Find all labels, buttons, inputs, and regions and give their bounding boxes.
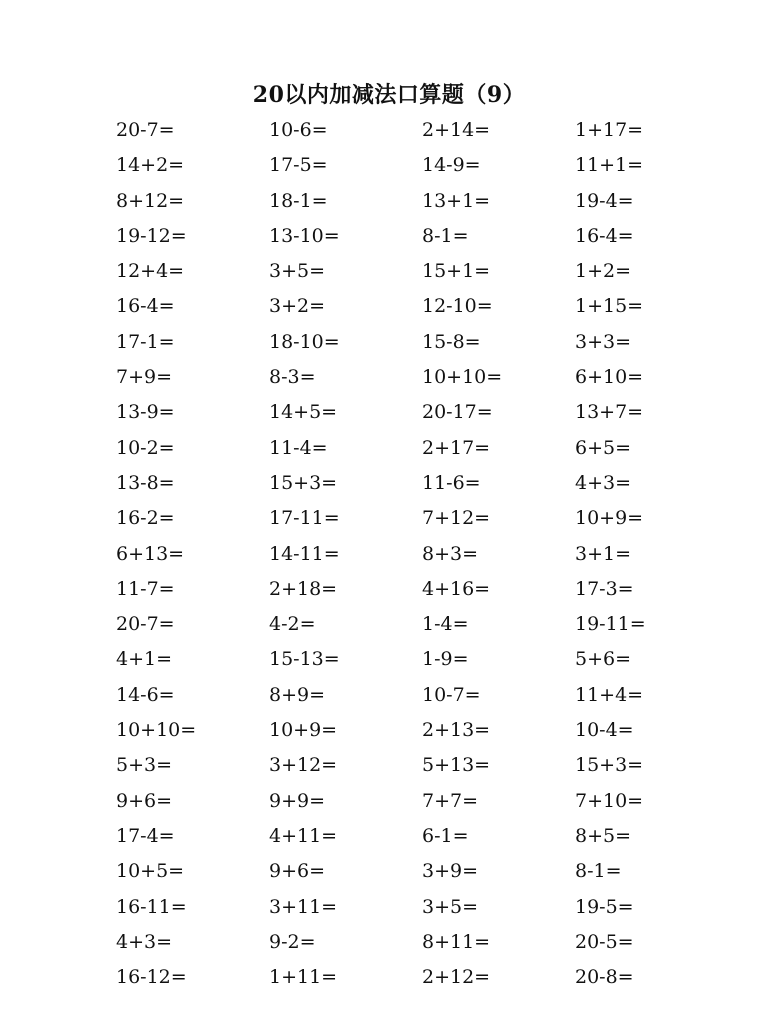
problem-item: 13+7= xyxy=(575,401,644,424)
problem-item: 4+11= xyxy=(269,824,338,847)
problem-item: 14+5= xyxy=(269,401,338,424)
problem-item: 6-1= xyxy=(422,824,469,847)
problem-item: 7+7= xyxy=(422,789,479,812)
problem-item: 1+17= xyxy=(575,119,644,141)
problem-item: 3+12= xyxy=(269,754,338,777)
problem-item: 19-5= xyxy=(575,895,634,918)
problem-item: 9-2= xyxy=(269,930,316,953)
problem-item: 7+9= xyxy=(116,366,173,389)
problem-item: 10-6= xyxy=(269,119,328,141)
problem-item: 6+13= xyxy=(116,542,185,565)
problem-item: 11-6= xyxy=(422,471,481,494)
problem-item: 17-4= xyxy=(116,824,175,847)
problem-item: 20-5= xyxy=(575,930,634,953)
problem-item: 10+10= xyxy=(116,719,197,742)
problem-item: 8+3= xyxy=(422,542,479,565)
problem-item: 12+4= xyxy=(116,260,185,283)
problem-item: 8+11= xyxy=(422,930,491,953)
problem-item: 8+5= xyxy=(575,824,632,847)
problem-item: 19-4= xyxy=(575,189,634,212)
problem-item: 9+9= xyxy=(269,789,326,812)
problem-item: 8-1= xyxy=(575,860,622,883)
problem-item: 4+16= xyxy=(422,577,491,600)
problem-item: 9+6= xyxy=(269,860,326,883)
problem-item: 15-8= xyxy=(422,330,481,353)
problem-item: 10-2= xyxy=(116,436,175,459)
problem-item: 1+11= xyxy=(269,966,338,989)
problem-item: 18-10= xyxy=(269,330,340,353)
problem-item: 4+1= xyxy=(116,648,173,671)
problem-item: 10-7= xyxy=(422,683,481,706)
problem-item: 4-2= xyxy=(269,613,316,636)
problem-item: 20-7= xyxy=(116,613,175,636)
problem-item: 14+2= xyxy=(116,154,185,177)
problem-item: 14-9= xyxy=(422,154,481,177)
problem-item: 11-4= xyxy=(269,436,328,459)
problem-item: 11-7= xyxy=(116,577,175,600)
problem-item: 4+3= xyxy=(575,471,632,494)
problem-item: 3+1= xyxy=(575,542,632,565)
problem-item: 11+1= xyxy=(575,154,644,177)
problem-item: 2+13= xyxy=(422,719,491,742)
problem-item: 13-9= xyxy=(116,401,175,424)
problem-item: 17-3= xyxy=(575,577,634,600)
problem-item: 18-1= xyxy=(269,189,328,212)
problem-item: 16-4= xyxy=(116,295,175,318)
problem-item: 6+5= xyxy=(575,436,632,459)
problem-item: 20-17= xyxy=(422,401,493,424)
worksheet-title: 20以内加减法口算题（9） xyxy=(252,82,526,108)
problem-item: 13+1= xyxy=(422,189,491,212)
problem-item: 3+2= xyxy=(269,295,326,318)
problem-item: 15+3= xyxy=(575,754,644,777)
problem-item: 2+18= xyxy=(269,577,338,600)
problem-item: 8+12= xyxy=(116,189,185,212)
problem-item: 1-9= xyxy=(422,648,469,671)
problem-grid xyxy=(116,114,736,996)
problem-item: 3+5= xyxy=(422,895,479,918)
problem-item: 6+10= xyxy=(575,366,644,389)
problem-item: 5+13= xyxy=(422,754,491,777)
problem-item: 17-1= xyxy=(116,330,175,353)
problem-item: 10+9= xyxy=(269,719,338,742)
problem-item: 10+9= xyxy=(575,507,644,530)
problem-item: 8+9= xyxy=(269,683,326,706)
problem-item: 10-4= xyxy=(575,719,634,742)
problem-item: 1-4= xyxy=(422,613,469,636)
problem-item: 1+15= xyxy=(575,295,644,318)
problem-item: 2+12= xyxy=(422,966,491,989)
problem-item: 3+3= xyxy=(575,330,632,353)
problem-item: 14-6= xyxy=(116,683,175,706)
problem-item: 20-8= xyxy=(575,966,634,989)
problem-item: 16-2= xyxy=(116,507,175,530)
problem-item: 17-5= xyxy=(269,154,328,177)
problem-item: 2+17= xyxy=(422,436,491,459)
problem-item: 16-12= xyxy=(116,966,187,989)
problem-item: 16-4= xyxy=(575,224,634,247)
problem-item: 3+5= xyxy=(269,260,326,283)
problem-item: 14-11= xyxy=(269,542,340,565)
problem-item: 13-10= xyxy=(269,224,340,247)
problem-item: 1+2= xyxy=(575,260,632,283)
problem-item: 13-8= xyxy=(116,471,175,494)
problem-item: 2+14= xyxy=(422,119,491,141)
problem-item: 9+6= xyxy=(116,789,173,812)
problem-item: 3+9= xyxy=(422,860,479,883)
problem-item: 20-7= xyxy=(116,119,175,141)
problem-item: 15+3= xyxy=(269,471,338,494)
problem-item: 8-3= xyxy=(269,366,316,389)
problem-item: 5+6= xyxy=(575,648,632,671)
problem-item: 16-11= xyxy=(116,895,187,918)
problem-item: 17-11= xyxy=(269,507,340,530)
problem-item: 19-12= xyxy=(116,224,187,247)
problem-item: 11+4= xyxy=(575,683,644,706)
problem-item: 15+1= xyxy=(422,260,491,283)
problem-item: 7+12= xyxy=(422,507,491,530)
problem-item: 4+3= xyxy=(116,930,173,953)
problem-item: 12-10= xyxy=(422,295,493,318)
problem-item: 3+11= xyxy=(269,895,338,918)
problem-item: 19-11= xyxy=(575,613,646,636)
problem-item: 7+10= xyxy=(575,789,644,812)
problem-item: 10+5= xyxy=(116,860,185,883)
problem-item: 15-13= xyxy=(269,648,340,671)
problem-item: 5+3= xyxy=(116,754,173,777)
problem-item: 8-1= xyxy=(422,224,469,247)
problem-item: 10+10= xyxy=(422,366,503,389)
